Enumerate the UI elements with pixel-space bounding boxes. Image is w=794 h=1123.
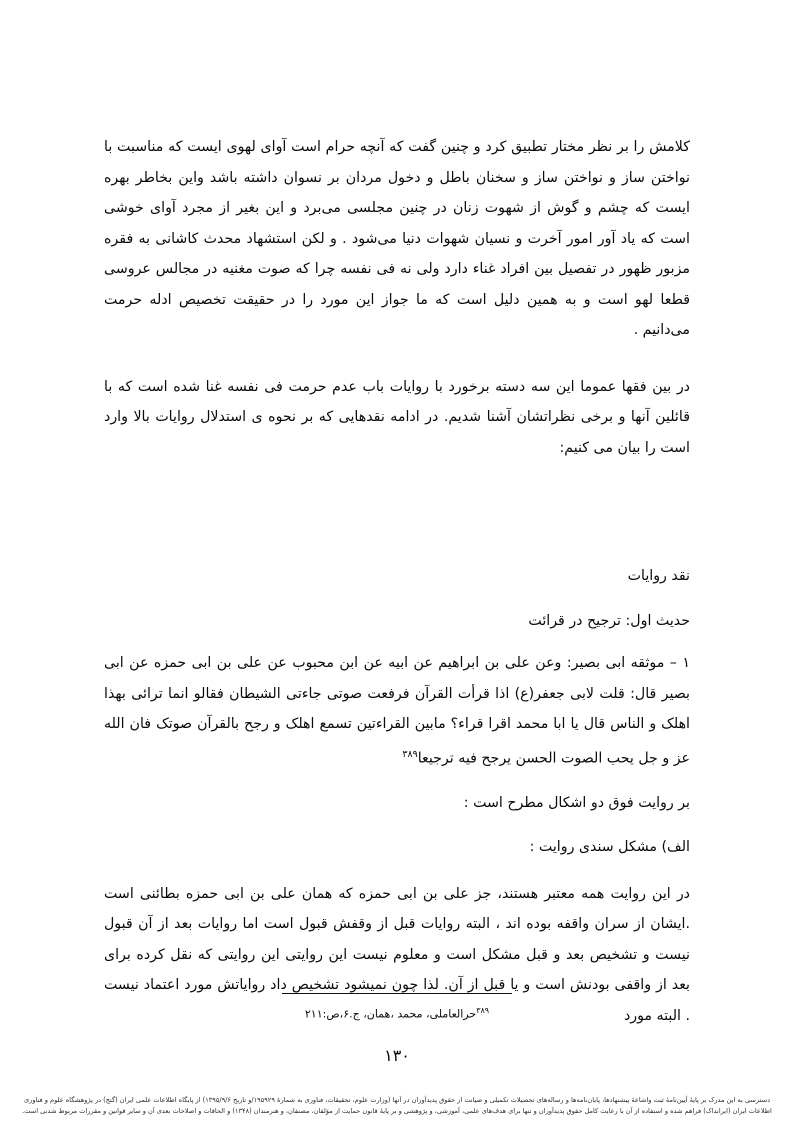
hadith-text: ۱ – موثقه ابی بصیر: وعن علی بن ابراهیم عن ابیه عن ابن محبوب عن علی بن ابی حمزه عن ابی بصیر قال: قلت لابی جعفر(ع) اذا قرأت القرآن فرفعت صوتی جاءتی الشیطان فقالو انما ترائی بهذا اهلک و الناس قال یا ابا محمد اقرا قراء؟ مابین القراءتین تسمع اهلک و رجح بالقرآن صوتک فان الله عز و جل یحب الصوت الحسن یرجح فیه ترجیعا (104, 655, 690, 767)
section-heading: نقد روایات (627, 568, 690, 584)
footnote-reference-marker: ۳۸۹ (402, 748, 418, 760)
page-number: ۱۳۰ (384, 1046, 410, 1065)
footnote-separator-holder (104, 993, 690, 994)
watermark-line-1: دسترسی به این مدرک بر پایهٔ آیین‌نامهٔ ثبت واشاعهٔ پیشنهادها، پایان‌نامه‌ها و رساله‌های تحصیلات تکمیلی و صیانت از حقوق پدیدآوران در آنها (وزارت علوم، تحقیقات، فناوری به شمارهٔ ۱۹۵۹۲۹/و تاریخ ۱۳۹۵/۹/۶) از پایگاه اطلاعات علمی ایران (گنج) در پژوهشگاه علوم و فناوری (23, 1096, 771, 1104)
footnote-entry (104, 1001, 690, 1025)
footnote-area (104, 993, 690, 1025)
subsection-heading: حدیث اول: ترجیح در قرائت (528, 612, 690, 629)
after-hadith-line-1: بر روایت فوق دو اشکال مطرح است : (463, 794, 690, 811)
section-spacer (104, 469, 690, 561)
watermark-line-2: اطلاعات ایران (ایرانداک) فراهم شده و استفاده از آن با رعایت کامل حقوق پدیدآوران و تنها برای هدف‌های علمی، آموزشی، و پژوهشی و بر پایهٔ قانون حمایت از مؤلفان، مصنفان، و هنرمندان (۱۳۴۸) و الحاقات و اصلاحات بعدی آن و سایر قوانین و مقررات مربوط شدنی است. (22, 1107, 772, 1115)
footnote-separator-line (282, 993, 512, 994)
footnote-citation: حرالعاملی، محمد ،همان، ج.۶،ص:۲۱۱ (304, 1008, 477, 1021)
paragraph-spacer (104, 863, 690, 879)
after-hadith-line-2: الف) مشکل سندی روایت : (529, 839, 690, 856)
closing-paragraph: در این روایت همه معتبر هستند، جز علی بن ابی حمزه که همان علی بن ابی حمزه بطائنی است .ایشان از سران واقفه بوده اند ، البته روایات قبل از وقفش قبول است اما روایات بعد از آن قبول نیست و تشخیص بعد و قبل مشکل است و معلوم نیست این روایتی این روایتی که نقل کرده برای بعد از واقفی بودنش است و یا قبل از آن. لذا چون نمیشود تشخیص داد روایاتش مورد اعتماد نیست . البته مورد (104, 885, 690, 1024)
footnote-number: ۳۸۹ (476, 1006, 490, 1016)
hadith-quote (104, 648, 690, 774)
watermark-notice (10, 1095, 784, 1117)
body-paragraph-2: در بین فقها عموما این سه دسته برخورد با روایات باب عدم حرمت فی نفسه غنا شده است که با قائلین آنها و برخی نظراتشان آشنا شدیم. در ادامه نقدهایی که بر نحوه ی استدلال روایات بالا وارد است را بیان می کنیم: (104, 378, 690, 456)
body-paragraph-1: کلامش را بر نظر مختار تطبیق کرد و چنین گفت که آنچه حرام است آوای لهوی ایست که مناسبت با نواختن ساز و نواختن ساز و سخنان باطل و دخول مردان بر نسوان داشته باشد واین بخاطر بهره ایست که چشم و گوش از شهوت زنان در چنین مجلسی می‌برد و این بغیر از مجرد آوای خوشی است که یاد آور امور آخرت و نسیان شهوات دنیا می‌شود . و لکن استشهاد محدث کاشانی به فقره مزبور ظهور در تفصیل بین افراد غناء دارد ولی نه فی نفسه چرا که صوت مغنیه در مجالس عروسی قطعا لهو است و به همین دلیل است که ما جواز این مورد را در حقیقت تخصیص ادله حرمت می‌دانیم . (104, 139, 690, 338)
